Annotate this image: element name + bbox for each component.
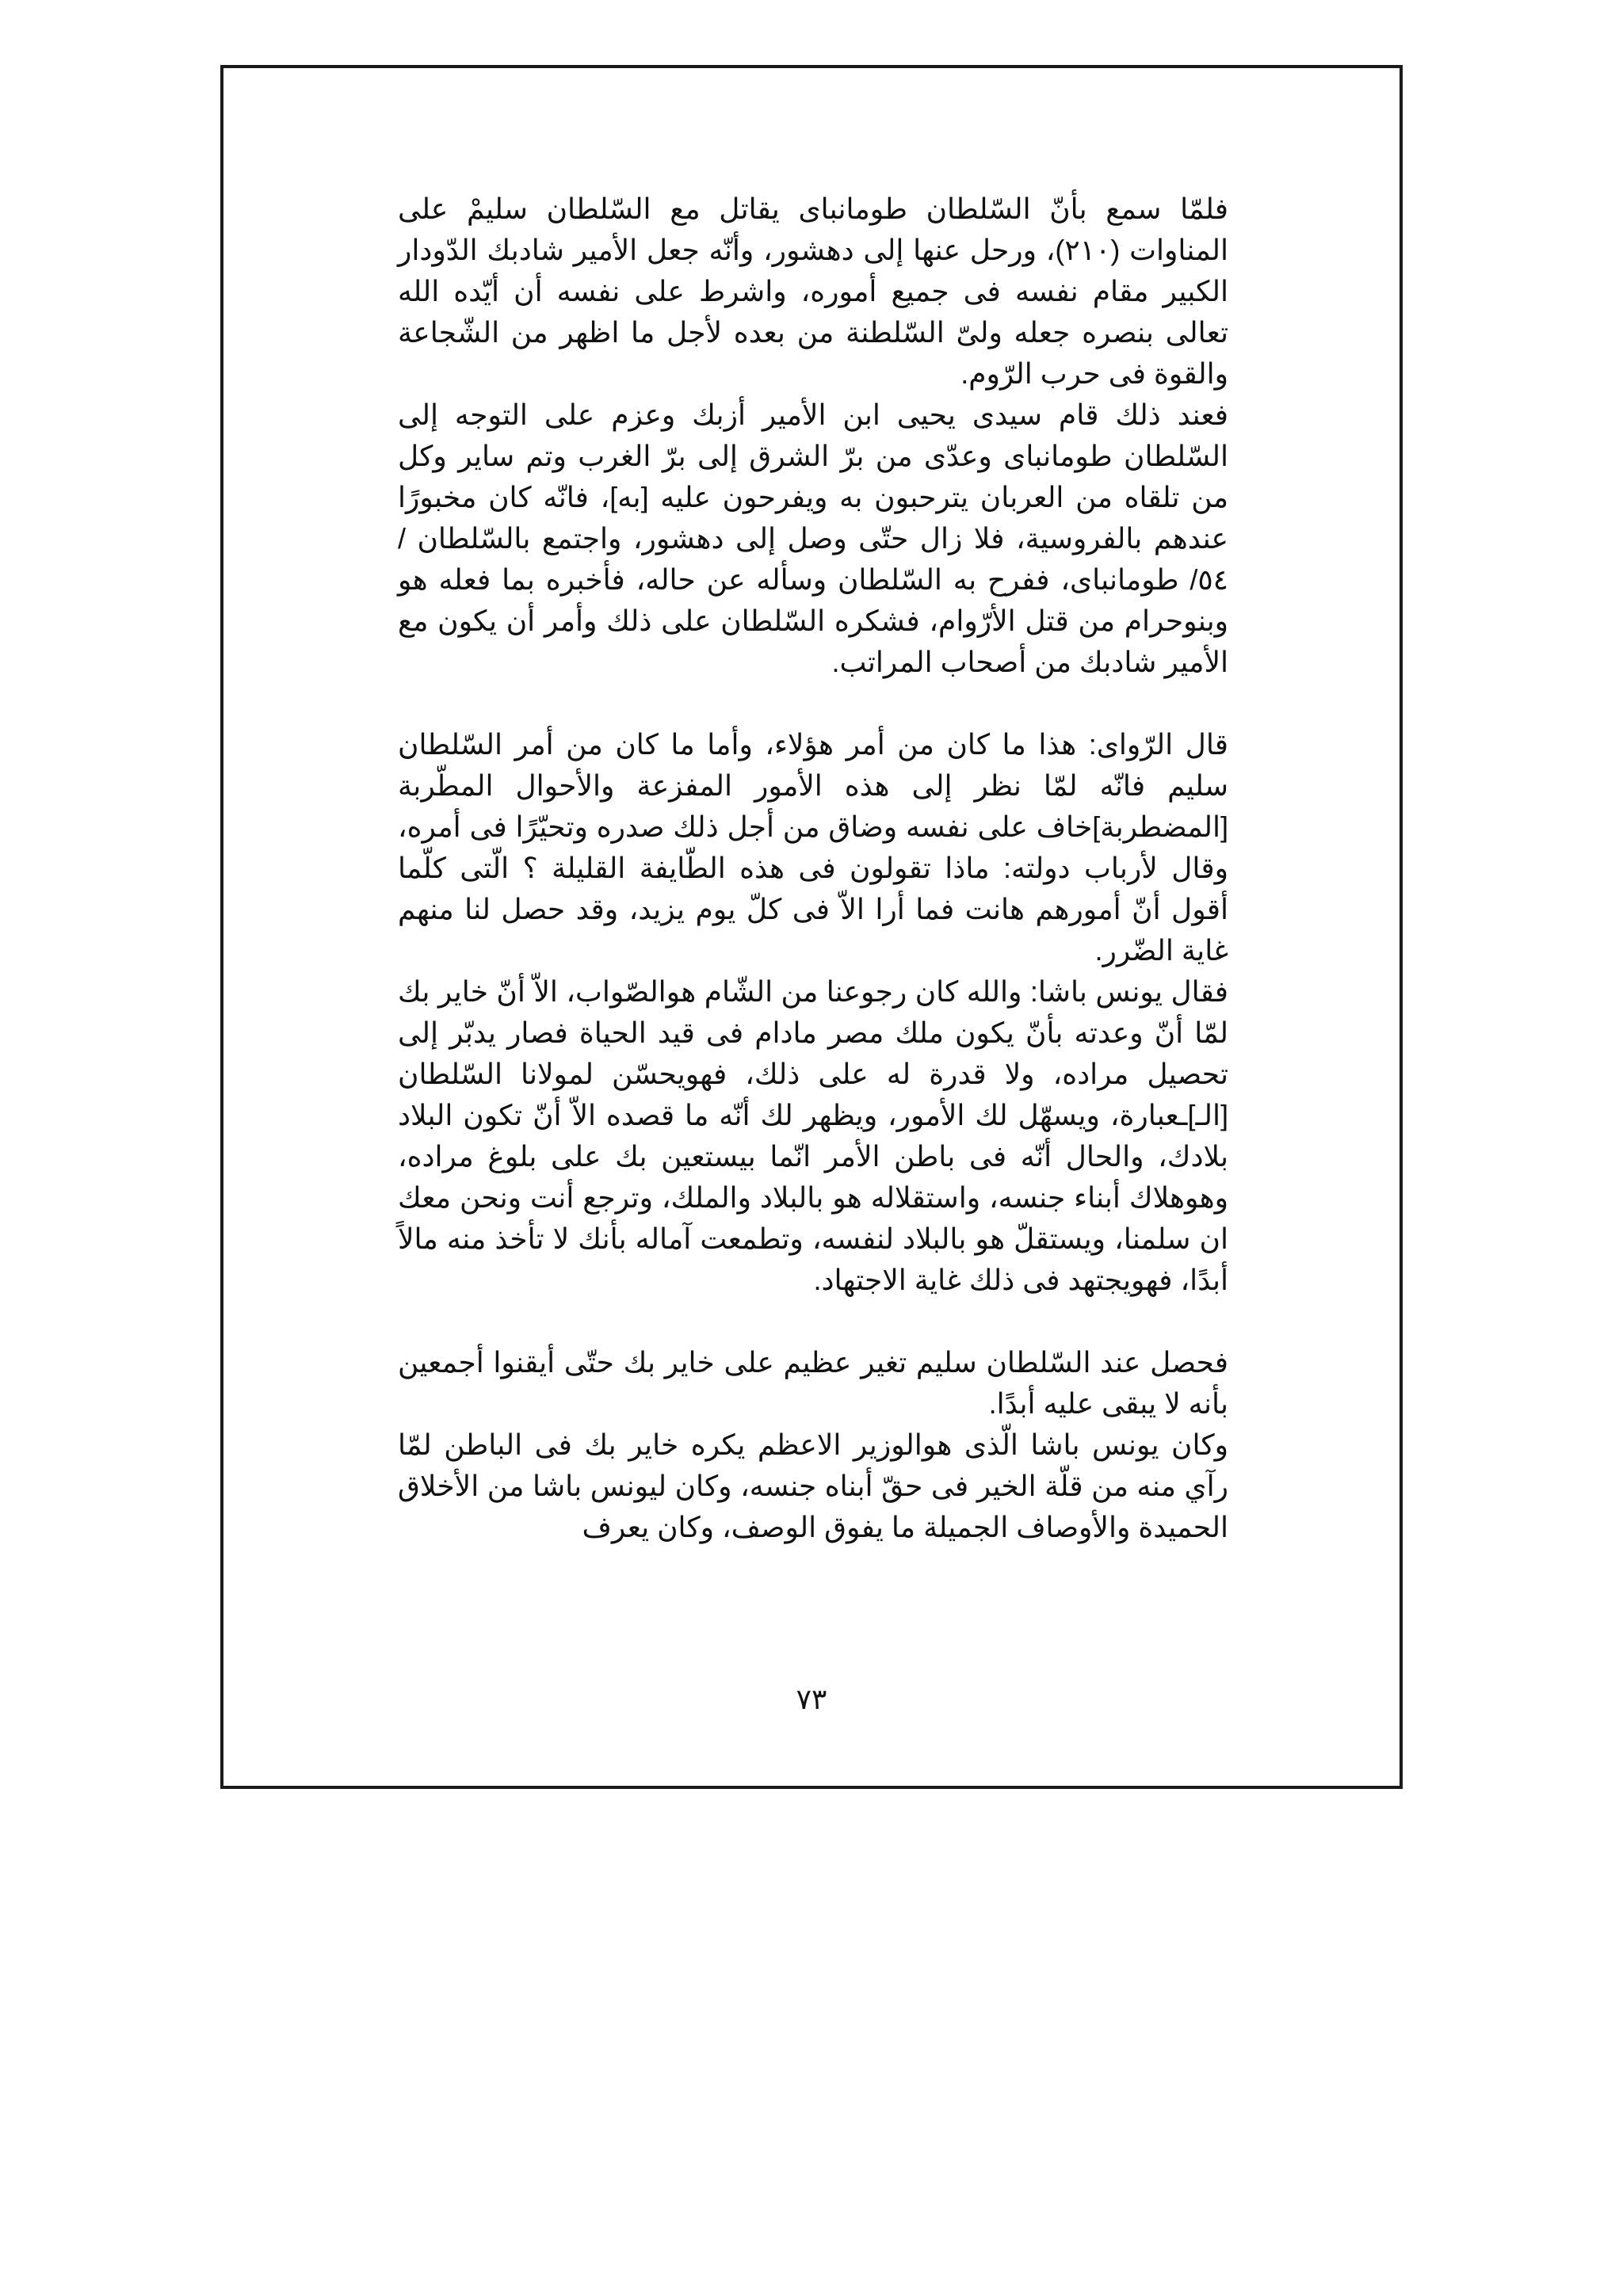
- paragraph-1: فلمّا سمع بأنّ السّلطان طومانباى يقاتل مع السّلطان سليمْ على المناوات (٢١٠)، ورحل عنها إلى دهشور، وأنّه جعل الأمير شادبك الدّودار الكبير مقام نفسه فى جميع أموره، واشرط على نفسه أن أيّده الله تعالى بنصره جعله ولىّ السّلطنة من بعده لأجل ما اظهر من الشّجاعة والقوة فى حرب الرّوم.: [398, 193, 1228, 390]
- paragraph-5: فحصل عند السّلطان سليم تغير عظيم على خاير بك حتّى أيقنوا أجمعين بأنه لا يبقى عليه أبدًا.: [398, 1346, 1228, 1420]
- paragraph-2: فعند ذلك قام سيدى يحيى ابن الأمير أزبك وعزم على التوجه إلى السّلطان طومانباى وعدّى من برّ الشرق إلى برّ الغرب وتم ساير وكل من تلقاه من العربان يترحبون به ويفرحون عليه [به]، فانّه كان مخبورًا عندهم بالفروسية، فلا زال حتّى وصل إلى دهشور، واجتمع بالسّلطان /٥٤/ طومانباى، ففرح به السّلطان وسأله عن حاله، فأخبره بما فعله هو وبنوحرام من قتل الأرّوام، فشكره السّلطان على ذلك وأمر أن يكون مع الأمير شادبك من أصحاب المراتب.: [398, 399, 1229, 678]
- page-number: ٧٣: [796, 1683, 827, 1715]
- paragraph-3: قال الرّواى: هذا ما كان من أمر هؤلاء، وأما ما كان من أمر السّلطان سليم فانّه لمّا نظر إلى هذه الأمور المفزعة والأحوال المطّربة [المضطربة]خاف على نفسه وضاق من أجل ذلك صدره وتحيّرًا فى أمره، وقال لأرباب دولته: ماذا تقولون فى هذه الطّايفة القليلة ؟ الّتى كلّما أقول أنّ أمورهم هانت فما أرا الاّ فى كلّ يوم يزيد، وقد حصل لنا منهم غاية الضّرر.: [398, 728, 1228, 967]
- document-body: [398, 189, 1228, 1548]
- paragraph-gap: [398, 683, 1228, 724]
- paragraph-4: فقال يونس باشا: والله كان رجوعنا من الشّام هوالصّواب، الاّ أنّ خاير بك لمّا أنّ وعدته بأنّ يكون ملك مصر مادام فى قيد الحياة فصار يدبّر إلى تحصيل مراده، ولا قدرة له على ذلك، فهويحسّن لمولانا السّلطان [الـ]ـعبارة، ويسهّل لك الأمور، ويظهر لك أنّه ما قصده الاّ أنّ تكون البلاد بلادك، والحال أنّه فى باطن الأمر انّما بيستعين بك على بلوغ مراده، وهوهلاك أبناء جنسه، واستقلاله هو بالبلاد والملك، وترجع أنت ونحن معك ان سلمنا، ويستقلّ هو بالبلاد لنفسه، وتطمعت آماله بأنك لا تأخذ منه مالاً أبدًا، فهويجتهد فى ذلك غاية الاجتهاد.: [398, 975, 1229, 1296]
- paragraph-gap: [398, 1301, 1228, 1342]
- paragraph-6: وكان يونس باشا الّذى هوالوزير الاعظم يكره خاير بك فى الباطن لمّا رآي منه من قلّة الخير فى حقّ أبناه جنسه، وكان ليونس باشا من الأخلاق الحميدة والأوصاف الجميلة ما يفوق الوصف، وكان يعرف: [398, 1428, 1228, 1543]
